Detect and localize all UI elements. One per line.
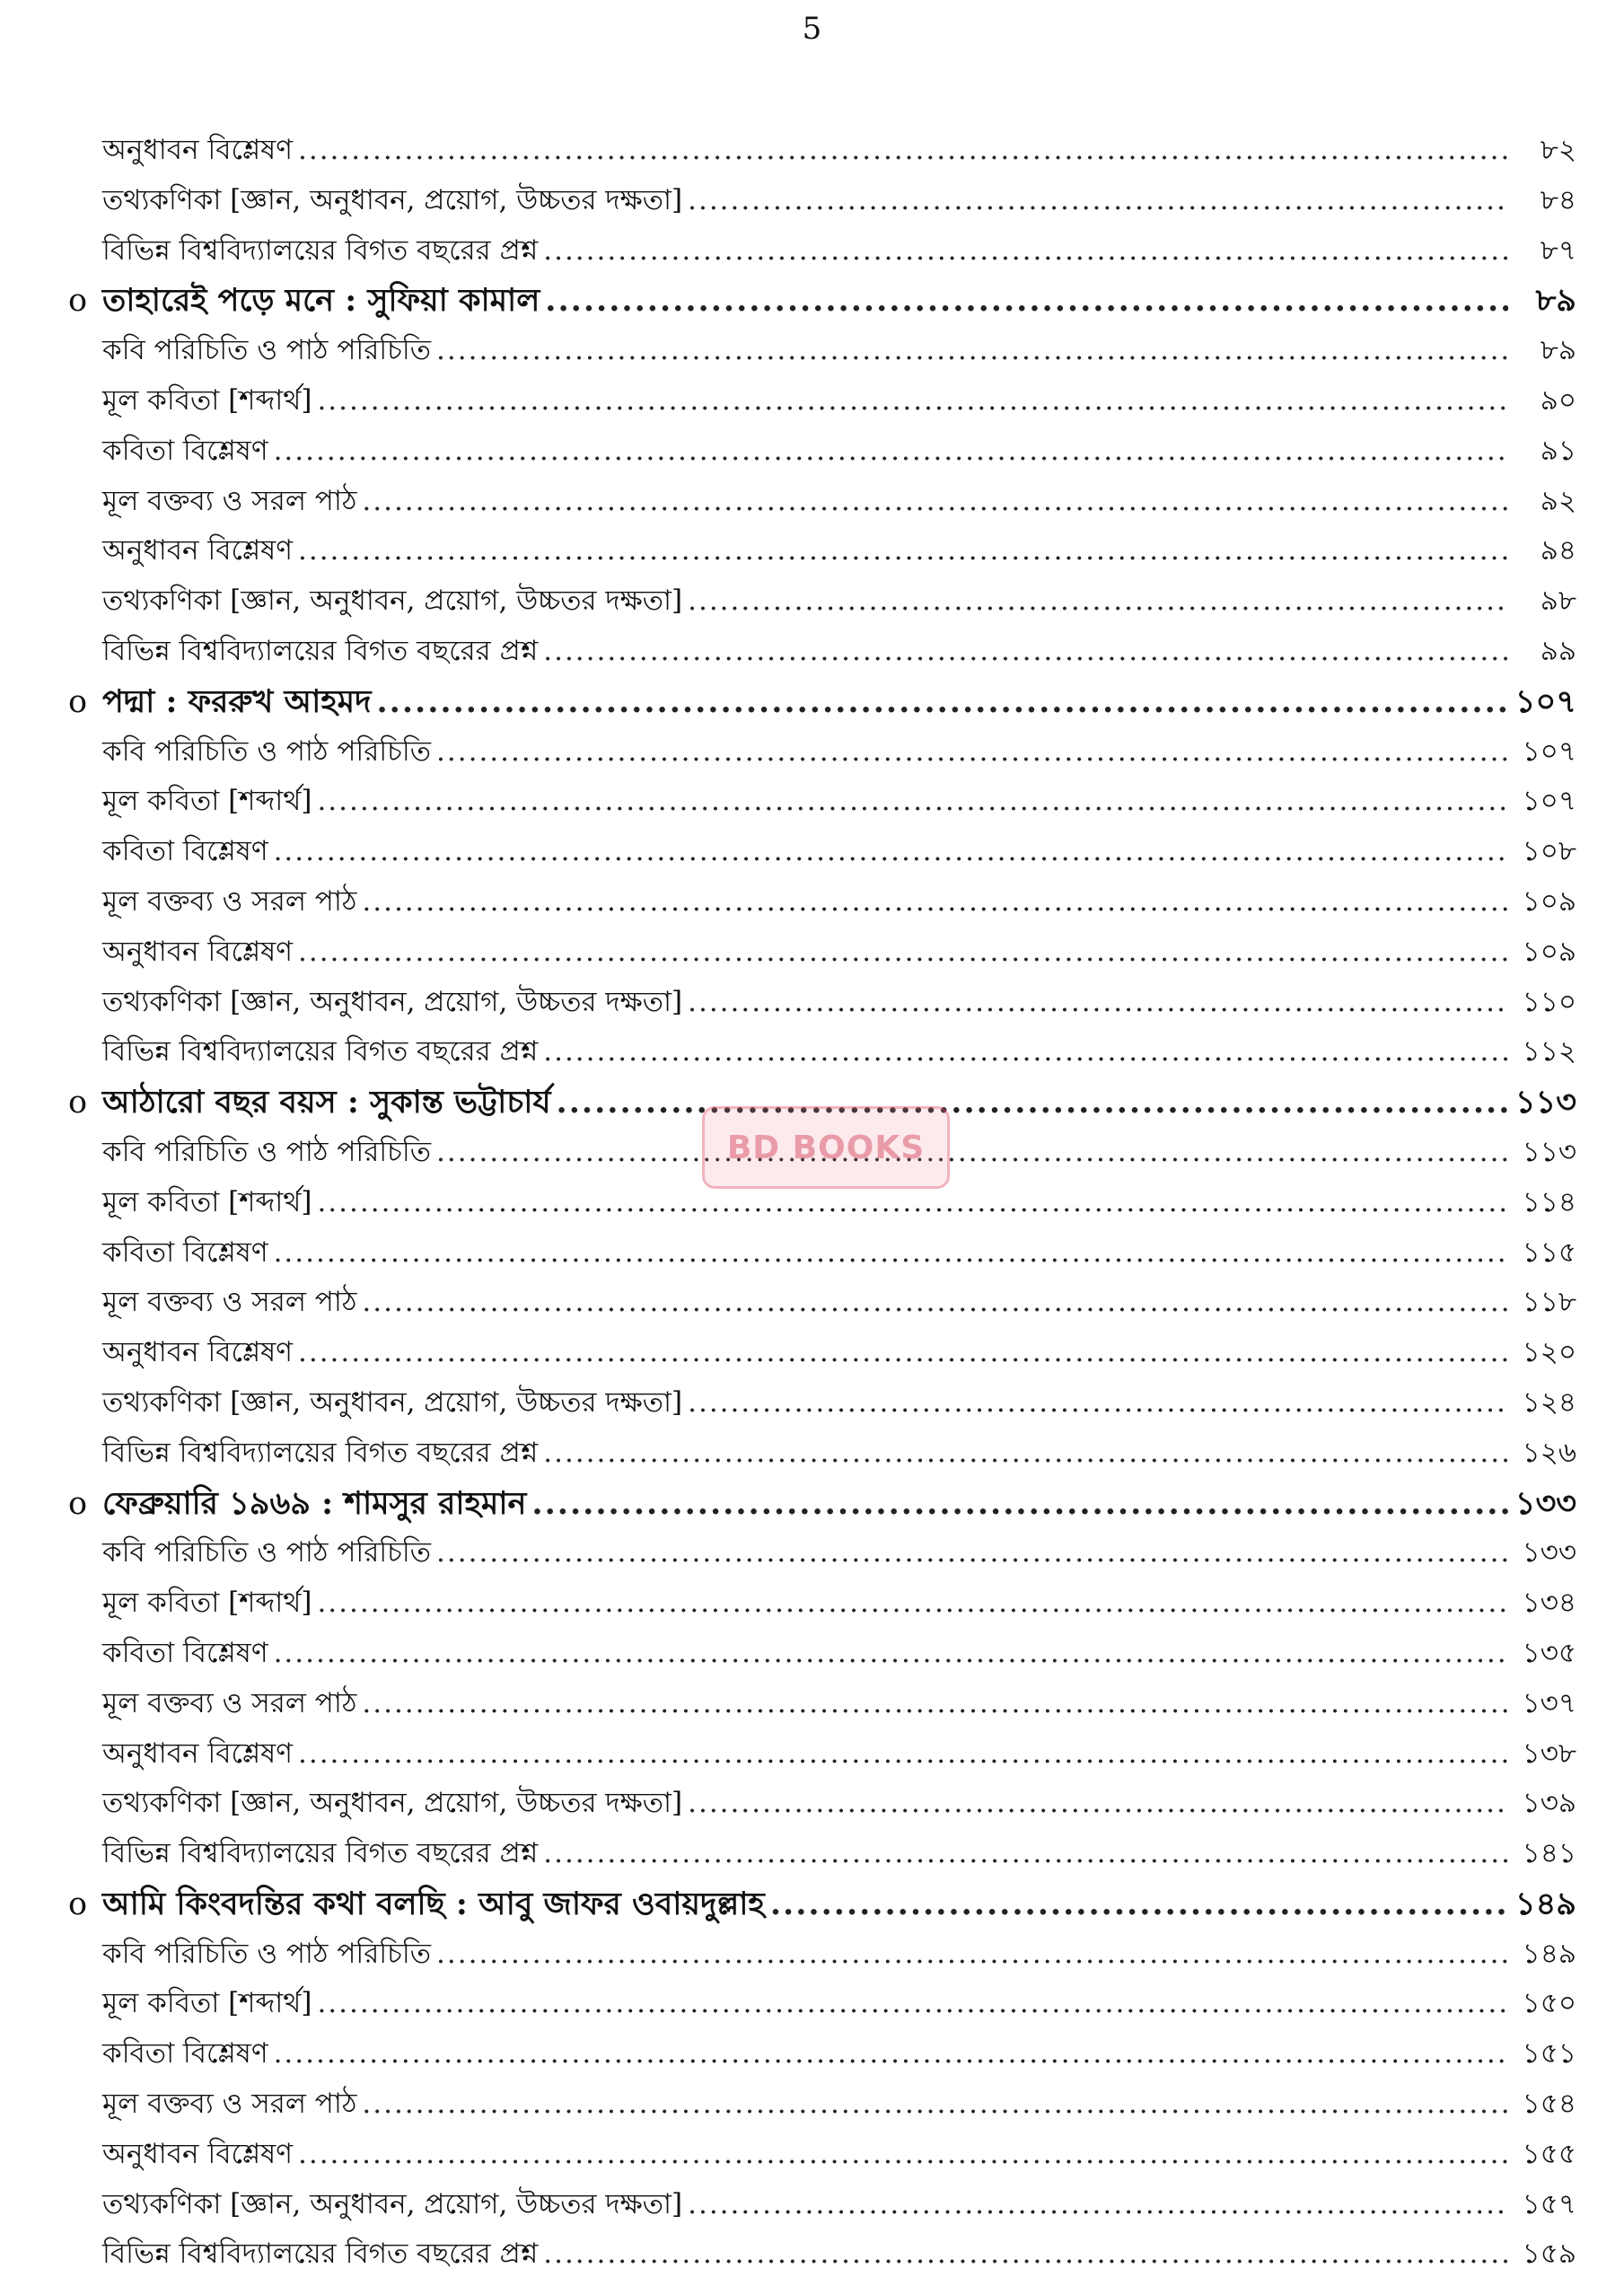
page-ref: ১১০ — [1522, 985, 1576, 1018]
entry-title-text: পদ্মা : ফররুখ আহমদ — [102, 682, 372, 720]
dot-leader — [543, 1829, 1508, 1879]
dot-leader — [688, 1378, 1508, 1429]
page-ref: ৮৭ — [1540, 233, 1576, 267]
toc-chapter-row — [68, 1479, 1576, 1529]
entry-title — [102, 1729, 293, 1780]
entry-title-text: মূল কবিতা [শব্দার্থ] — [102, 1987, 312, 2020]
page-ref: ১১৮ — [1522, 1286, 1576, 1319]
entry-title — [102, 1629, 268, 1679]
entry-title-text: কবি পরিচিতি ও পাঠ পরিচিতি — [102, 1536, 432, 1569]
dot-leader — [362, 2079, 1508, 2130]
page-ref: ১০৭ — [1522, 785, 1576, 818]
entry-title — [102, 1779, 682, 1829]
entry-title-text: আঠারো বছর বয়স : সুকান্ত ভট্টাচার্য — [102, 1084, 551, 1121]
entry-title — [102, 2029, 268, 2079]
entry-title — [102, 1578, 312, 1629]
toc-entry-row — [68, 1779, 1576, 1829]
dot-leader — [274, 827, 1508, 877]
entry-title — [102, 576, 682, 627]
dot-leader — [298, 526, 1508, 576]
entry-title-text: বিভিন্ন বিশ্ববিদ্যালয়ের বিগত বছরের প্রশ্ন — [102, 1837, 539, 1870]
entry-title — [102, 1027, 538, 1077]
entry-title — [102, 978, 682, 1028]
entry-title — [102, 326, 431, 376]
entry-title-text: বিভিন্ন বিশ্ববিদ্যালয়ের বিগত বছরের প্রশ্ন — [102, 2238, 539, 2271]
entry-title — [102, 2079, 356, 2130]
dot-leader — [298, 2130, 1508, 2180]
page-ref: ১০৭ — [1514, 682, 1576, 720]
toc-entry-row — [68, 1679, 1576, 1729]
entry-title — [102, 2180, 682, 2230]
toc-entry-row — [68, 978, 1576, 1028]
page-ref: ১৫৯ — [1522, 2238, 1576, 2271]
toc-entry-row — [68, 727, 1576, 778]
chapter-title — [68, 1479, 526, 1529]
page-ref: ১৩৩ — [1514, 1484, 1576, 1522]
entry-title-text: মূল কবিতা [শব্দার্থ] — [102, 383, 312, 417]
toc-entry-row — [68, 877, 1576, 928]
entry-title-text: মূল কবিতা [শব্দার্থ] — [102, 785, 312, 818]
dot-leader — [274, 1629, 1508, 1679]
page-ref: ১৫৫ — [1522, 2137, 1576, 2170]
page-ref: ১৫৪ — [1522, 2088, 1576, 2121]
entry-title — [102, 1228, 268, 1279]
entry-title — [102, 727, 431, 778]
entry-title-text: মূল কবিতা [শব্দার্থ] — [102, 1185, 312, 1218]
toc-entry-row — [68, 176, 1576, 226]
entry-title — [102, 376, 312, 426]
page-ref: ১৪৯ — [1514, 1885, 1576, 1922]
page-ref: ১৫০ — [1522, 1987, 1576, 2020]
toc-entry-row — [68, 126, 1576, 176]
toc-entry-row — [68, 326, 1576, 376]
dot-leader — [436, 1128, 1508, 1178]
page-ref: ১০৭ — [1522, 734, 1576, 768]
table-of-contents — [68, 126, 1576, 2280]
toc-entry-row — [68, 1729, 1576, 1780]
entry-title-text: মূল বক্তব্য ও সরল পাঠ — [102, 1686, 357, 1719]
chapter-bullet-icon: o — [68, 1886, 88, 1922]
chapter-bullet-icon: o — [68, 283, 88, 320]
toc-entry-row — [68, 827, 1576, 877]
dot-leader — [362, 1679, 1508, 1729]
page-ref: ৯৯ — [1540, 634, 1576, 667]
entry-title — [102, 1829, 538, 1879]
toc-entry-row — [68, 2079, 1576, 2130]
entry-title-text: কবিতা বিশ্লেষণ — [102, 1235, 268, 1269]
dot-leader — [557, 1077, 1508, 1128]
toc-entry-row — [68, 226, 1576, 277]
dot-leader — [543, 2229, 1508, 2280]
entry-title — [102, 1429, 538, 1479]
toc-entry-row — [68, 2130, 1576, 2180]
entry-title — [102, 627, 538, 677]
entry-title-text: কবিতা বিশ্লেষণ — [102, 1636, 268, 1669]
page-ref: ৯৪ — [1540, 534, 1576, 567]
page-ref: ১৩৯ — [1522, 1787, 1576, 1820]
page-ref: ১৩৪ — [1522, 1587, 1576, 1620]
toc-chapter-row — [68, 276, 1576, 326]
page-ref: ৮২ — [1540, 134, 1576, 166]
entry-title-text: কবিতা বিশ্লেষণ — [102, 434, 268, 467]
entry-title-text: বিভিন্ন বিশ্ববিদ্যালয়ের বিগত বছরের প্রশ্ন — [102, 1436, 539, 1469]
chapter-bullet-icon: o — [68, 1085, 88, 1121]
page-ref: ১১২ — [1522, 1035, 1576, 1068]
dot-leader — [317, 376, 1508, 426]
entry-title — [102, 426, 268, 477]
toc-entry-row — [68, 1278, 1576, 1328]
toc-entry-row — [68, 1930, 1576, 1980]
dot-leader — [688, 1779, 1508, 1829]
entry-title — [102, 477, 356, 527]
entry-title — [102, 226, 538, 277]
entry-title — [102, 526, 293, 576]
entry-title-text: অনুধাবন বিশ্লেষণ — [102, 935, 293, 968]
page-ref: ১১৫ — [1522, 1235, 1576, 1269]
dot-leader — [317, 1979, 1508, 2029]
dot-leader — [317, 1578, 1508, 1629]
entry-title-text: তথ্যকণিকা [জ্ঞান, অনুধাবন, প্রয়োগ, উচ্চতর দক্ষতা] — [102, 1385, 683, 1419]
dot-leader — [274, 2029, 1508, 2079]
dot-leader — [436, 326, 1508, 376]
toc-entry-row — [68, 627, 1576, 677]
entry-title — [102, 1278, 356, 1328]
dot-leader — [362, 877, 1508, 928]
dot-leader — [543, 226, 1508, 277]
toc-entry-row — [68, 1528, 1576, 1578]
page-number: 5 — [802, 11, 822, 47]
page-ref: ১০৯ — [1522, 935, 1576, 968]
entry-title-text: তথ্যকণিকা [জ্ঞান, অনুধাবন, প্রয়োগ, উচ্চতর দক্ষতা] — [102, 183, 683, 216]
dot-leader — [376, 677, 1508, 727]
page-ref: ৯১ — [1540, 434, 1576, 467]
entry-title — [102, 1378, 682, 1429]
entry-title-text: অনুধাবন বিশ্লেষণ — [102, 2137, 293, 2170]
page-ref: ১২০ — [1522, 1336, 1576, 1369]
page-ref: ৯২ — [1540, 484, 1576, 517]
entry-title-text: তথ্যকণিকা [জ্ঞান, অনুধাবন, প্রয়োগ, উচ্চতর দক্ষতা] — [102, 1787, 683, 1820]
toc-entry-row — [68, 2180, 1576, 2230]
page-ref: ১৪৯ — [1522, 1937, 1576, 1970]
dot-leader — [688, 978, 1508, 1028]
chapter-title — [68, 677, 371, 727]
entry-title-text: কবিতা বিশ্লেষণ — [102, 835, 268, 868]
entry-title — [102, 176, 682, 226]
entry-title-text: কবি পরিচিতি ও পাঠ পরিচিতি — [102, 734, 432, 768]
entry-title — [102, 2130, 293, 2180]
page-ref: ১৩৫ — [1522, 1636, 1576, 1669]
entry-title — [102, 827, 268, 877]
entry-title-text: মূল বক্তব্য ও সরল পাঠ — [102, 884, 357, 918]
toc-entry-row — [68, 1378, 1576, 1429]
entry-title-text: বিভিন্ন বিশ্ববিদ্যালয়ের বিগত বছরের প্রশ্ন — [102, 634, 539, 667]
toc-entry-row — [68, 1578, 1576, 1629]
page-ref: ১০৯ — [1522, 884, 1576, 918]
entry-title-text: তথ্যকণিকা [জ্ঞান, অনুধাবন, প্রয়োগ, উচ্চতর দক্ষতা] — [102, 585, 683, 618]
entry-title — [102, 877, 356, 928]
dot-leader — [298, 1328, 1508, 1378]
toc-entry-row — [68, 1027, 1576, 1077]
chapter-bullet-icon: o — [68, 683, 88, 720]
bd-books-watermark: BD BOOKS — [702, 1106, 950, 1189]
dot-leader — [274, 1228, 1508, 1279]
entry-title — [102, 2229, 538, 2280]
page-ref: ১০৮ — [1522, 835, 1576, 868]
entry-title-text: কবিতা বিশ্লেষণ — [102, 2037, 268, 2071]
toc-entry-row — [68, 2229, 1576, 2280]
page-ref: ১৪১ — [1522, 1837, 1576, 1870]
chapter-bullet-icon: o — [68, 1485, 88, 1522]
page-ref: ১৩৩ — [1522, 1536, 1576, 1569]
dot-leader — [543, 1429, 1508, 1479]
entry-title-text: অনুধাবন বিশ্লেষণ — [102, 1736, 293, 1770]
dot-leader — [531, 1479, 1508, 1529]
entry-title-text: মূল বক্তব্য ও সরল পাঠ — [102, 1286, 357, 1319]
page-ref: ৯০ — [1540, 383, 1576, 417]
toc-entry-row — [68, 1979, 1576, 2029]
entry-title-text: আমি কিংবদন্তির কথা বলছি : আবু জাফর ওবায়দুল্লাহ — [102, 1885, 765, 1922]
dot-leader — [436, 1528, 1508, 1578]
page-ref: ১৫১ — [1522, 2037, 1576, 2071]
dot-leader — [274, 426, 1508, 477]
entry-title-text: তথ্যকণিকা [জ্ঞান, অনুধাবন, প্রয়োগ, উচ্চতর দক্ষতা] — [102, 2187, 683, 2220]
page-ref: ১৩৮ — [1522, 1736, 1576, 1770]
entry-title-text: মূল কবিতা [শব্দার্থ] — [102, 1587, 312, 1620]
entry-title-text: তাহারেই পড়ে মনে : সুফিয়া কামাল — [102, 282, 540, 320]
entry-title-text: কবি পরিচিতি ও পাঠ পরিচিতি — [102, 334, 432, 367]
entry-title — [102, 1328, 293, 1378]
dot-leader — [770, 1879, 1508, 1930]
entry-title — [102, 1930, 431, 1980]
toc-chapter-row — [68, 1879, 1576, 1930]
entry-title — [102, 1178, 312, 1228]
toc-entry-row — [68, 2029, 1576, 2079]
chapter-title — [68, 1077, 551, 1128]
entry-title — [102, 1979, 312, 2029]
entry-title — [102, 1679, 356, 1729]
chapter-title — [68, 1879, 765, 1930]
entry-title-text: কবি পরিচিতি ও পাঠ পরিচিতি — [102, 1937, 432, 1970]
dot-leader — [298, 928, 1508, 978]
dot-leader — [298, 126, 1508, 176]
toc-entry-row — [68, 1829, 1576, 1879]
toc-entry-row — [68, 526, 1576, 576]
toc-entry-row — [68, 1629, 1576, 1679]
entry-title-text: অনুধাবন বিশ্লেষণ — [102, 1336, 293, 1369]
dot-leader — [362, 1278, 1508, 1328]
toc-entry-row — [68, 928, 1576, 978]
entry-title-text: অনুধাবন বিশ্লেষণ — [102, 534, 293, 567]
dot-leader — [362, 477, 1508, 527]
dot-leader — [543, 1027, 1508, 1077]
dot-leader — [545, 276, 1508, 326]
dot-leader — [688, 576, 1508, 627]
dot-leader — [543, 627, 1508, 677]
page-ref: ১২৬ — [1522, 1436, 1576, 1469]
entry-title — [102, 1128, 431, 1178]
page-ref: ১১৩ — [1514, 1084, 1576, 1121]
toc-entry-row — [68, 477, 1576, 527]
entry-title-text: বিভিন্ন বিশ্ববিদ্যালয়ের বিগত বছরের প্রশ্ন — [102, 233, 539, 267]
page-ref: ৮৯ — [1540, 334, 1576, 367]
dot-leader — [298, 1729, 1508, 1780]
toc-entry-row — [68, 376, 1576, 426]
entry-title — [102, 126, 293, 176]
dot-leader — [688, 176, 1508, 226]
toc-chapter-row — [68, 677, 1576, 727]
page-ref: ১১৩ — [1522, 1135, 1576, 1168]
entry-title — [102, 928, 293, 978]
page-ref: ১৫৭ — [1522, 2187, 1576, 2220]
dot-leader — [436, 1930, 1508, 1980]
entry-title — [102, 777, 312, 827]
entry-title-text: ফেব্রুয়ারি ১৯৬৯ : শামসুর রাহমান — [102, 1484, 527, 1522]
entry-title-text: অনুধাবন বিশ্লেষণ — [102, 134, 293, 166]
dot-leader — [317, 777, 1508, 827]
page-ref: ৮৪ — [1540, 183, 1576, 216]
chapter-title — [68, 276, 540, 326]
dot-leader — [688, 2180, 1508, 2230]
entry-title-text: বিভিন্ন বিশ্ববিদ্যালয়ের বিগত বছরের প্রশ্ন — [102, 1035, 539, 1068]
toc-entry-row — [68, 1228, 1576, 1279]
page-ref: ১১৪ — [1522, 1185, 1576, 1218]
entry-title-text: তথ্যকণিকা [জ্ঞান, অনুধাবন, প্রয়োগ, উচ্চতর দক্ষতা] — [102, 985, 683, 1018]
toc-entry-row — [68, 777, 1576, 827]
entry-title — [102, 1528, 431, 1578]
entry-title-text: মূল বক্তব্য ও সরল পাঠ — [102, 2088, 357, 2121]
toc-entry-row — [68, 426, 1576, 477]
page-ref: ৯৮ — [1540, 585, 1576, 618]
toc-entry-row — [68, 1429, 1576, 1479]
toc-entry-row — [68, 1328, 1576, 1378]
page-ref: ৮৯ — [1535, 282, 1576, 320]
entry-title-text: কবি পরিচিতি ও পাঠ পরিচিতি — [102, 1135, 432, 1168]
page-ref: ১৩৭ — [1522, 1686, 1576, 1719]
entry-title-text: মূল বক্তব্য ও সরল পাঠ — [102, 484, 357, 517]
toc-entry-row — [68, 576, 1576, 627]
page-ref: ১২৪ — [1522, 1385, 1576, 1419]
dot-leader — [436, 727, 1508, 778]
